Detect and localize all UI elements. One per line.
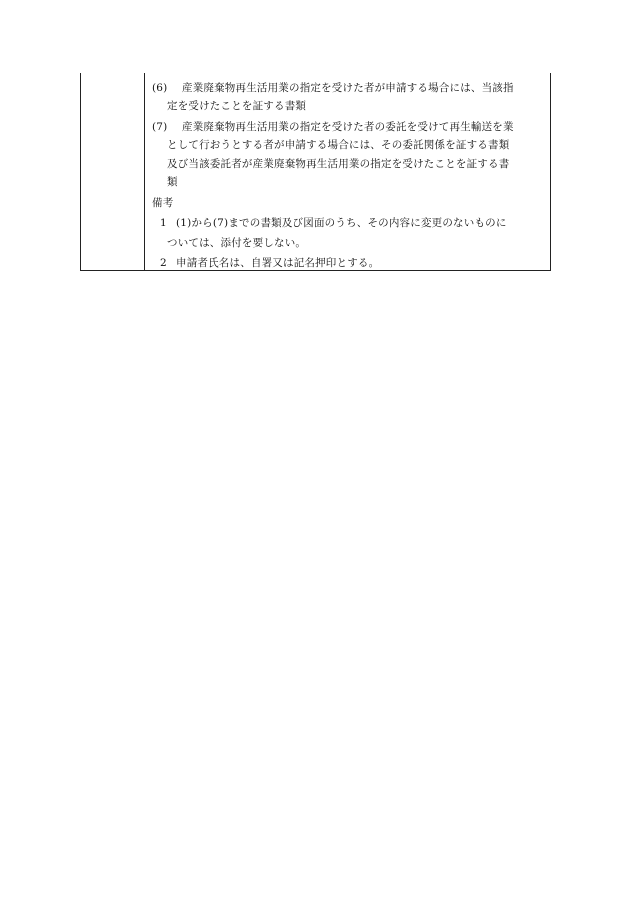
item-7-line-3: 及び当該委託者が産業廃棄物再生活用業の指定を受けたことを証する書 [167,158,510,170]
item-7-line-1: 産業廃棄物再生活用業の指定を受けた者の委託を受けて再生輸送を業 [182,121,514,133]
item-6-line-1: 産業廃棄物再生活用業の指定を受けた者が申請する場合には、当該指 [182,82,514,94]
item-6-number: (6) [152,82,168,94]
item-6-line-2: 定を受けたことを証する書類 [167,100,307,112]
item-7-line-2: として行おうとする者が申請する場合には、その委託関係を証する書類 [167,139,510,151]
document-table [80,73,551,271]
item-7-number: (7) [152,121,168,133]
remark-2-number: 2 [160,257,167,269]
remark-2-line-1: 申請者氏名は、自署又は記名押印とする。 [176,257,380,269]
column-divider [144,73,145,270]
remark-1-number: 1 [160,217,167,229]
remarks-heading: 備考 [152,197,174,209]
item-7-line-4: 類 [167,176,178,188]
remark-1-line-2: ついては、添付を要しない。 [167,237,307,249]
remark-1-line-1: (1)から(7)までの書類及び図面のうち、その内容に変更のないものに [176,217,507,229]
